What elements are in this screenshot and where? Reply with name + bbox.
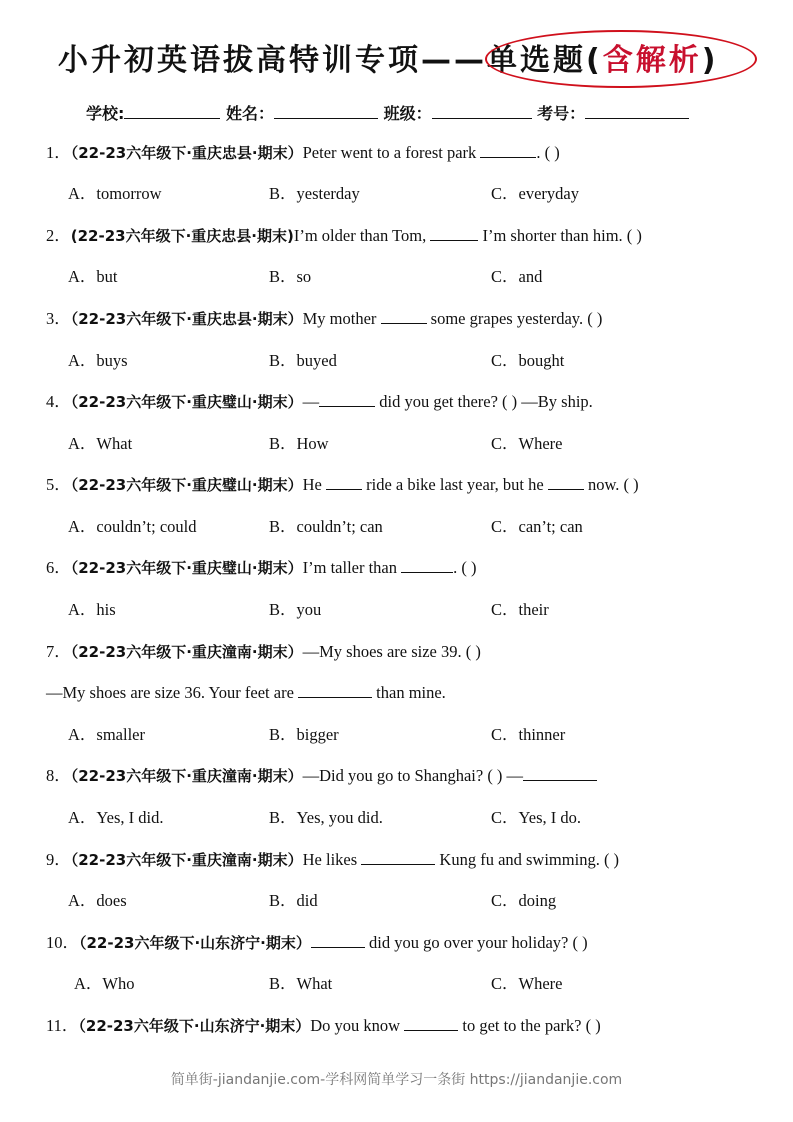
- question-source: （22-23六年级下·重庆璧山·期末）: [70, 559, 303, 577]
- option-c: C．Where: [491, 434, 563, 453]
- question-number: 3．: [46, 309, 71, 328]
- question-text-end: some grapes yesterday. ( ): [426, 309, 603, 328]
- option-a: A．but: [68, 267, 118, 286]
- question-text-end: . ( ): [453, 558, 477, 577]
- option-b: B．Yes, you did.: [269, 808, 383, 827]
- question-text: —Did you go to Shanghai? ( ) —: [302, 766, 524, 785]
- question-text: Do you know: [310, 1016, 405, 1035]
- answer-blank: [401, 558, 453, 573]
- option-b: B．so: [269, 267, 312, 286]
- option-b: B．yesterday: [269, 184, 360, 203]
- question-7: [46, 641, 766, 663]
- title-highlight: 含解析: [602, 43, 702, 78]
- page-footer: 简单街-jiandanjie.com-学科网简单学习一条街 https://jiandanjie.com: [170, 1072, 623, 1088]
- answer-blank: [404, 1016, 458, 1031]
- question-source: （22-23六年级下·重庆忠县·期末）: [70, 144, 303, 162]
- option-b: B．bigger: [269, 725, 339, 744]
- option-a: A．couldn’t; could: [68, 517, 197, 536]
- question-number: 8．: [46, 766, 71, 785]
- question-source: （22-23六年级下·重庆潼南·期末）: [70, 643, 303, 661]
- question-text: —: [302, 392, 320, 411]
- answer-blank: [298, 683, 372, 698]
- answer-blank: [480, 143, 536, 158]
- option-c: C．can’t; can: [491, 517, 583, 536]
- question-number: 11．: [46, 1016, 79, 1035]
- question-text-end: . ( ): [536, 143, 560, 162]
- question-source: （22-23六年级下·山东济宁·期末）: [78, 1017, 311, 1035]
- question-source: （22-23六年级下·重庆忠县·期末）: [70, 310, 303, 328]
- question-7-line-2: [46, 682, 766, 704]
- question-source: （22-23六年级下·重庆潼南·期末）: [70, 767, 303, 785]
- name-blank: [274, 100, 378, 119]
- question-5: [46, 474, 766, 496]
- title-highlight-oval: [485, 30, 757, 88]
- answer-blank: [311, 933, 365, 948]
- option-a: A．does: [68, 891, 127, 910]
- question-text: —My shoes are size 36. Your feet are: [46, 683, 299, 702]
- question-number: 1．: [46, 143, 71, 162]
- option-a: A．Who: [74, 974, 135, 993]
- question-text: I’m taller than: [302, 558, 402, 577]
- exam-no-blank: [585, 100, 689, 119]
- option-b: B．buyed: [269, 351, 337, 370]
- option-c: C．bought: [491, 351, 565, 370]
- question-2: [46, 225, 766, 247]
- question-text-end: Kung fu and swimming. ( ): [435, 850, 620, 869]
- school-blank: [124, 100, 220, 119]
- option-c: C．Where: [491, 974, 563, 993]
- option-a: A．tomorrow: [68, 184, 162, 203]
- answer-blank: [430, 226, 478, 241]
- question-8: [46, 765, 766, 787]
- question-11: [46, 1015, 766, 1037]
- question-number: 6．: [46, 558, 71, 577]
- question-number: 9．: [46, 850, 71, 869]
- answer-blank: [319, 392, 375, 407]
- question-text: Peter went to a forest park: [302, 143, 481, 162]
- question-text: He: [302, 475, 326, 494]
- question-text: My mother: [302, 309, 381, 328]
- question-1: [46, 142, 766, 164]
- question-source: （22-23六年级下·山东济宁·期末）: [79, 934, 311, 952]
- class-label: 班级：: [383, 104, 432, 123]
- option-b: B．you: [269, 600, 322, 619]
- question-source: (22-23六年级下·重庆忠县·期末): [70, 227, 294, 245]
- question-source: （22-23六年级下·重庆潼南·期末）: [70, 851, 303, 869]
- question-text-end: now. ( ): [583, 475, 639, 494]
- student-info-line: [86, 100, 726, 126]
- answer-blank: [548, 475, 584, 490]
- school-label: 学校:: [86, 104, 125, 123]
- question-source: （22-23六年级下·重庆璧山·期末）: [70, 476, 303, 494]
- question-text: He likes: [302, 850, 362, 869]
- option-a: A．What: [68, 434, 133, 453]
- option-b: B．couldn’t; can: [269, 517, 383, 536]
- question-number: 4．: [46, 392, 71, 411]
- question-9: [46, 849, 766, 871]
- option-a: A．smaller: [68, 725, 145, 744]
- answer-blank: [361, 850, 435, 865]
- question-text-end: to get to the park? ( ): [458, 1016, 601, 1035]
- option-c: C．doing: [491, 891, 557, 910]
- question-6: [46, 557, 766, 579]
- option-c: C．thinner: [491, 725, 566, 744]
- title-close: ): [701, 43, 719, 78]
- question-text-end: did you go over your holiday? ( ): [364, 933, 588, 952]
- exam-no-label: 考号：: [537, 104, 586, 123]
- option-b: B．did: [269, 891, 318, 910]
- question-text-end: I’m shorter than him. ( ): [478, 226, 642, 245]
- question-text: I’m older than Tom,: [293, 226, 431, 245]
- question-number: 5．: [46, 475, 71, 494]
- question-text-middle: ride a bike last year, but he: [362, 475, 548, 494]
- title-main: 小升初英语拔高特训专项——单选题(: [58, 43, 603, 78]
- option-c: C．and: [491, 267, 543, 286]
- question-text: —My shoes are size 39. ( ): [302, 642, 481, 661]
- option-a: A．his: [68, 600, 116, 619]
- option-a: A．Yes, I did.: [68, 808, 164, 827]
- question-text-end: than mine.: [372, 683, 446, 702]
- question-10: [46, 932, 766, 954]
- answer-blank: [326, 475, 362, 490]
- option-b: B．How: [269, 434, 329, 453]
- option-a: A．buys: [68, 351, 128, 370]
- question-number: 7．: [46, 642, 71, 661]
- answer-blank: [523, 766, 597, 781]
- question-number: 2．: [46, 226, 71, 245]
- option-c: C．everyday: [491, 184, 579, 203]
- option-c: C．Yes, I do.: [491, 808, 582, 827]
- question-number: 10．: [46, 933, 79, 952]
- question-text-end: did you get there? ( ) —By ship.: [375, 392, 593, 411]
- option-c: C．their: [491, 600, 549, 619]
- question-3: [46, 308, 766, 330]
- option-b: B．What: [269, 974, 333, 993]
- answer-blank: [381, 309, 427, 324]
- question-4: [46, 391, 766, 413]
- class-blank: [432, 100, 532, 119]
- name-label: 姓名：: [225, 104, 274, 123]
- question-source: （22-23六年级下·重庆璧山·期末）: [70, 393, 303, 411]
